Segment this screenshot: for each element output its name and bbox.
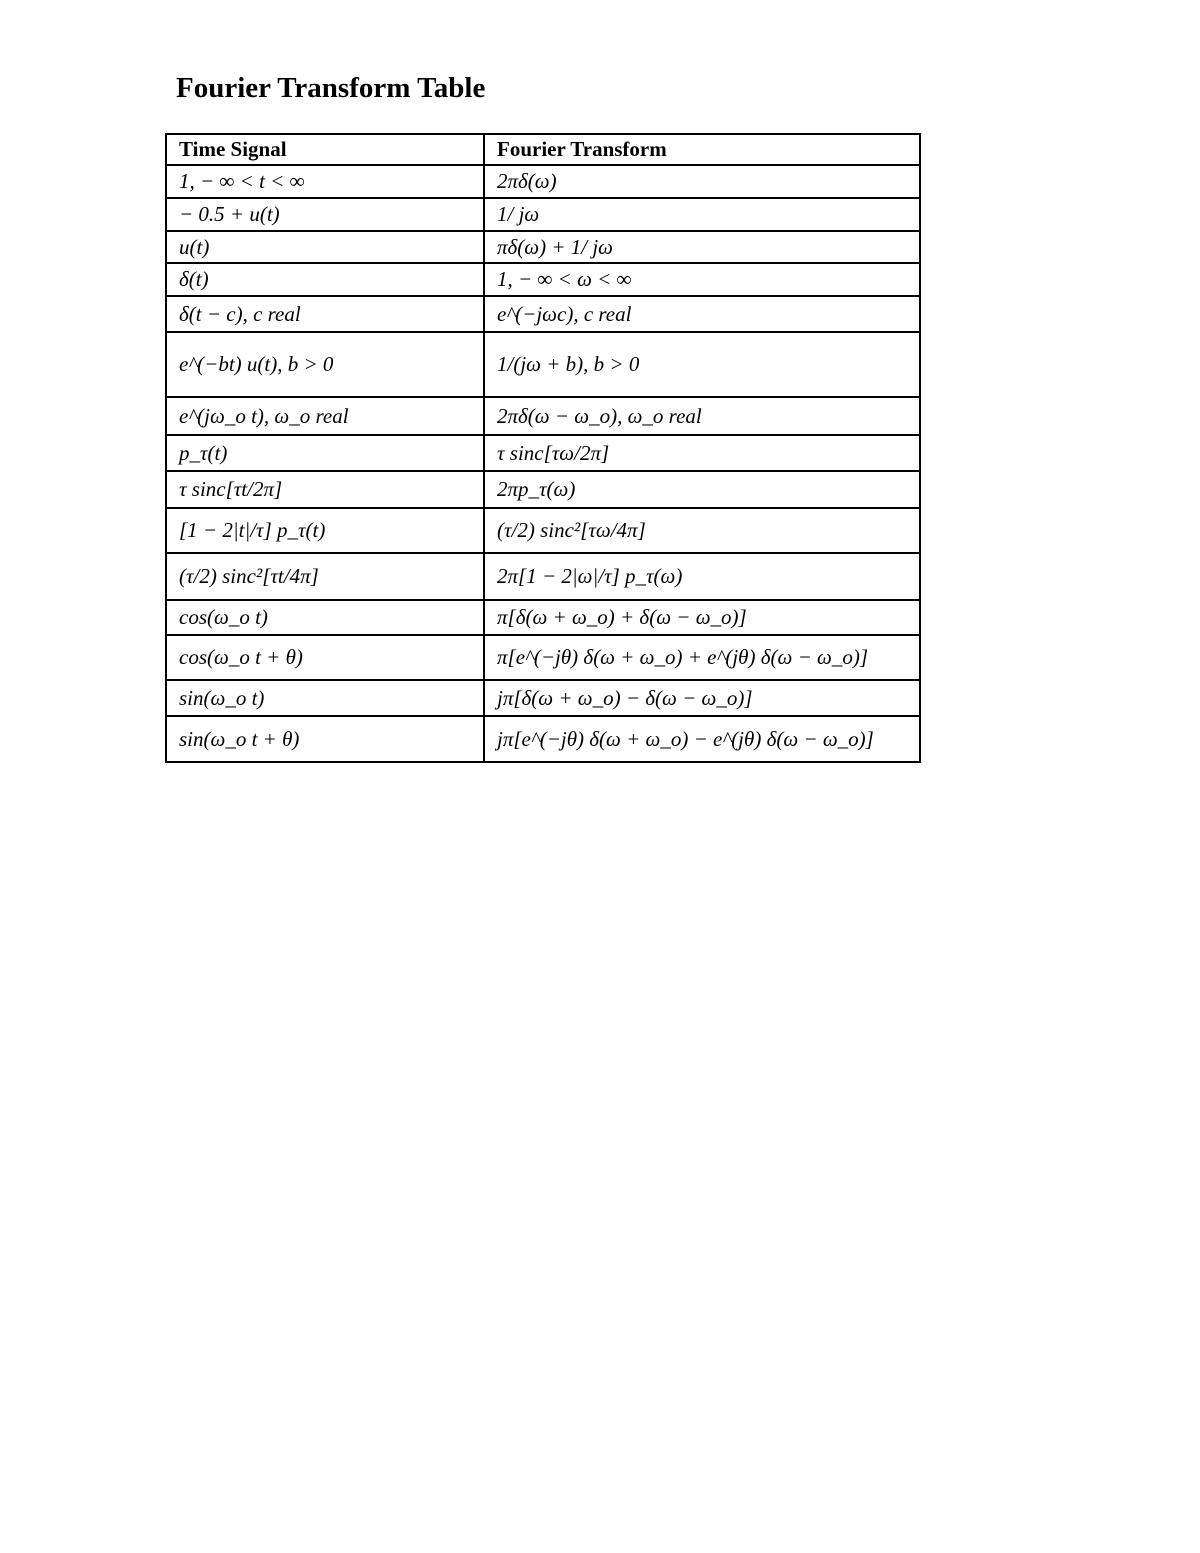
time-signal-cell: cos(ω_o t + θ) [166, 635, 484, 680]
time-signal-cell: sin(ω_o t + θ) [166, 716, 484, 762]
table-row [166, 471, 920, 508]
column-header-time-signal: Time Signal [166, 134, 484, 165]
time-signal-cell: 1, − ∞ < t < ∞ [166, 165, 484, 198]
table-row [166, 600, 920, 635]
table-row [166, 296, 920, 332]
table-row [166, 165, 920, 198]
time-signal-cell: − 0.5 + u(t) [166, 198, 484, 231]
fourier-transform-cell: 2πp_τ(ω) [484, 471, 920, 508]
table-row [166, 198, 920, 231]
time-signal-cell: δ(t − c), c real [166, 296, 484, 332]
time-signal-cell: τ sinc[τt/2π] [166, 471, 484, 508]
fourier-transform-cell: (τ/2) sinc²[τω/4π] [484, 508, 920, 553]
table-row [166, 716, 920, 762]
time-signal-cell: e^(jω_o t), ω_o real [166, 397, 484, 435]
fourier-transform-cell: 2πδ(ω) [484, 165, 920, 198]
time-signal-cell: cos(ω_o t) [166, 600, 484, 635]
page-title: Fourier Transform Table [176, 72, 486, 104]
table-row [166, 397, 920, 435]
time-signal-cell: u(t) [166, 231, 484, 263]
fourier-transform-cell: πδ(ω) + 1/ jω [484, 231, 920, 263]
time-signal-cell: [1 − 2|t|/τ] p_τ(t) [166, 508, 484, 553]
time-signal-cell: (τ/2) sinc²[τt/4π] [166, 553, 484, 600]
column-header-fourier-transform: Fourier Transform [484, 134, 920, 165]
time-signal-cell: p_τ(t) [166, 435, 484, 471]
time-signal-cell: δ(t) [166, 263, 484, 296]
fourier-transform-cell: 1/ jω [484, 198, 920, 231]
fourier-transform-cell: τ sinc[τω/2π] [484, 435, 920, 471]
fourier-transform-cell: jπ[δ(ω + ω_o) − δ(ω − ω_o)] [484, 680, 920, 716]
table-row [166, 680, 920, 716]
table-row [166, 435, 920, 471]
fourier-transform-table [165, 133, 921, 763]
fourier-transform-cell: jπ[e^(−jθ) δ(ω + ω_o) − e^(jθ) δ(ω − ω_o)] [484, 716, 920, 762]
table-row [166, 263, 920, 296]
time-signal-cell: e^(−bt) u(t), b > 0 [166, 332, 484, 397]
fourier-transform-cell: π[δ(ω + ω_o) + δ(ω − ω_o)] [484, 600, 920, 635]
fourier-transform-cell: π[e^(−jθ) δ(ω + ω_o) + e^(jθ) δ(ω − ω_o)] [484, 635, 920, 680]
time-signal-cell: sin(ω_o t) [166, 680, 484, 716]
table-row [166, 332, 920, 397]
table-row [166, 508, 920, 553]
table-header-row [166, 134, 920, 165]
fourier-transform-cell: 2π[1 − 2|ω|/τ] p_τ(ω) [484, 553, 920, 600]
fourier-transform-cell: 1, − ∞ < ω < ∞ [484, 263, 920, 296]
table-row [166, 635, 920, 680]
fourier-transform-cell: e^(−jωc), c real [484, 296, 920, 332]
table-row [166, 553, 920, 600]
table-row [166, 231, 920, 263]
fourier-transform-cell: 2πδ(ω − ω_o), ω_o real [484, 397, 920, 435]
fourier-transform-cell: 1/(jω + b), b > 0 [484, 332, 920, 397]
